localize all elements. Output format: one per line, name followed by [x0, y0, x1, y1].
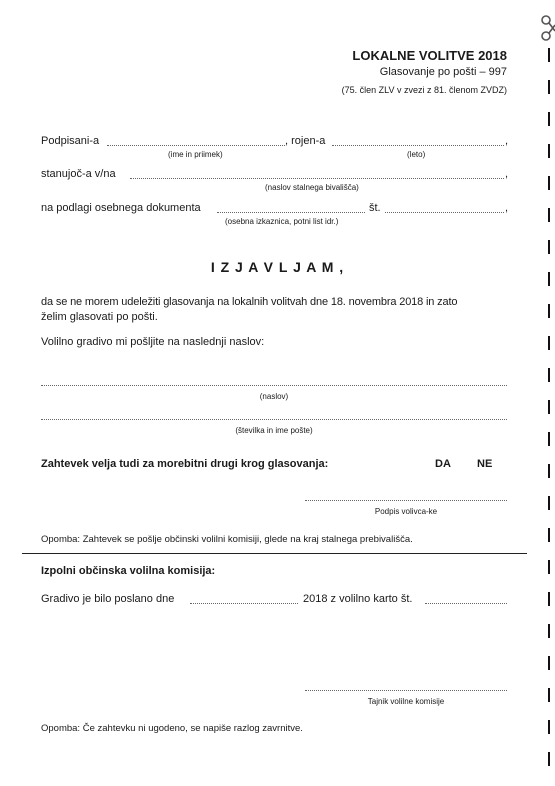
voter-signature-field[interactable] — [305, 500, 507, 501]
document-number-field[interactable] — [385, 212, 504, 213]
document-title: LOKALNE VOLITVE 2018 — [352, 48, 507, 63]
address-request: Volilno gradivo mi pošljite na naslednji naslov: — [41, 336, 265, 348]
residence-field[interactable] — [130, 178, 504, 179]
second-round-question: Zahtevek velja tudi za morebitni drugi krog glasovanja: — [41, 458, 329, 470]
birth-year-field[interactable] — [332, 145, 504, 146]
secretary-signature-field[interactable] — [305, 690, 507, 691]
number-label: št. — [369, 202, 381, 214]
postal-hint: (številka in ime pošte) — [235, 426, 313, 435]
declaration-line-2: želim glasovati po pošti. — [41, 311, 158, 323]
name-hint: (ime in priimek) — [168, 150, 223, 159]
note-2: Opomba: Če zahtevku ni ugodeno, se napiše razlog zavrnitve. — [41, 723, 303, 734]
name-field[interactable] — [107, 145, 285, 146]
note-1: Opomba: Zahtevek se pošlje občinski volilni komisiji, glede na kraj stalnega prebivališča. — [41, 534, 413, 545]
born-label: , rojen-a — [285, 135, 326, 147]
declaration-heading: I Z J A V L J A M , — [210, 259, 345, 275]
line-end-comma: , — [505, 135, 509, 147]
no-option[interactable]: NE — [477, 458, 493, 470]
document-subtitle: Glasovanje po pošti – 997 — [379, 66, 507, 78]
document-hint: (osebna izkaznica, potni list idr.) — [225, 217, 339, 226]
signee-label: Podpisani-a — [41, 135, 100, 147]
residence-label: stanujoč-a v/na — [41, 168, 116, 180]
line-end-comma: , — [505, 168, 509, 180]
scissors-icon — [540, 14, 555, 42]
legal-reference: (75. člen ZLV v zvezi z 81. členom ZVDZ) — [341, 85, 507, 95]
postal-field[interactable] — [41, 419, 507, 420]
voter-signature-hint: Podpis volivca-ke — [374, 507, 438, 516]
line-end-comma: , — [505, 202, 509, 214]
residence-hint: (naslov stalnega bivališča) — [265, 183, 359, 192]
document-field[interactable] — [217, 212, 365, 213]
commission-heading: Izpolni občinska volilna komisija: — [41, 565, 216, 577]
voting-card-number-field[interactable] — [425, 603, 507, 604]
document-label: na podlagi osebnega dokumenta — [41, 202, 201, 214]
secretary-hint: Tajnik volilne komisije — [367, 697, 445, 706]
yes-option[interactable]: DA — [435, 458, 451, 470]
address-field[interactable] — [41, 385, 507, 386]
address-hint: (naslov) — [259, 392, 289, 401]
sent-suffix: 2018 z volilno karto št. — [303, 593, 413, 605]
declaration-line-1: da se ne morem udeležiti glasovanja na lokalnih volitvah dne 18. novembra 2018 in zato — [41, 296, 458, 308]
sent-prefix: Gradivo je bilo poslano dne — [41, 593, 175, 605]
year-hint: (leto) — [407, 150, 426, 159]
section-divider — [22, 553, 527, 554]
sent-date-field[interactable] — [190, 603, 298, 604]
